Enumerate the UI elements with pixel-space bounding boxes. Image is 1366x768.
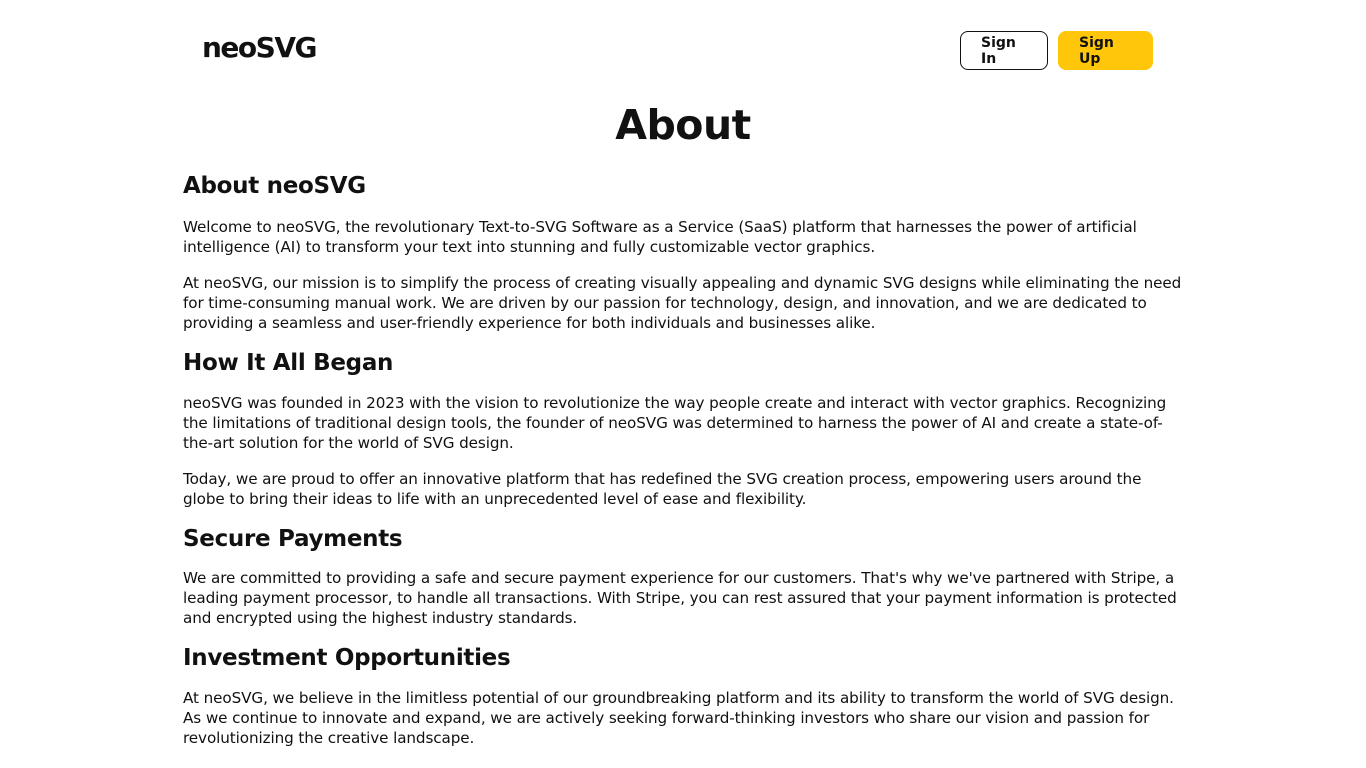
section-heading-how-it-began: How It All Began — [183, 350, 394, 376]
logo[interactable]: neoSVG — [202, 31, 316, 64]
section-paragraph: We are committed to providing a safe and secure payment experience for our customers. That's why we've partnered with Stripe, a leading payment processor, to handle all transactions. With Stripe, you can rest assured that your payment information is protected and encrypted using the highest industry standards. — [183, 569, 1177, 627]
main-content — [183, 96, 1183, 748]
sign-up-button[interactable]: Sign Up — [1058, 31, 1153, 70]
auth-buttons — [960, 31, 1153, 70]
section-paragraph: Welcome to neoSVG, the revolutionary Text-to-SVG Software as a Service (SaaS) platform that harnesses the power of artificial intelligence (AI) to transform your text into stunning and fully customizable vector graphics. — [183, 218, 1137, 256]
section-paragraph: At neoSVG, our mission is to simplify the process of creating visually appealing and dynamic SVG designs while eliminating the need for time-consuming manual work. We are driven by our passion for technology, design, and innovation, and we are dedicated to providing a seamless and user-friendly experience for both individuals and businesses alike. — [183, 274, 1182, 332]
site-header — [0, 0, 1366, 100]
section-paragraph: Today, we are proud to offer an innovative platform that has redefined the SVG creation process, empowering users around the globe to bring their ideas to life with an unprecedented level of ease and flexibility. — [183, 470, 1142, 508]
section-heading-about: About neoSVG — [183, 173, 366, 199]
page-title: About — [615, 101, 751, 149]
section-paragraph: At neoSVG, we believe in the limitless potential of our groundbreaking platform and its ability to transform the world of SVG design. As we continue to innovate and expand, we are actively seeking forward-thinking investors who share our vision and passion for revolutionizing the creative landscape. — [183, 689, 1174, 747]
section-paragraph: neoSVG was founded in 2023 with the vision to revolutionize the way people create and interact with vector graphics. Recognizing the limitations of traditional design tools, the founder of neoSVG was determined to harness the power of AI and create a state-of-the-art solution for the world of SVG design. — [183, 394, 1167, 452]
section-heading-investment: Investment Opportunities — [183, 645, 511, 671]
section-heading-secure-payments: Secure Payments — [183, 526, 403, 552]
sign-in-button[interactable]: Sign In — [960, 31, 1048, 70]
